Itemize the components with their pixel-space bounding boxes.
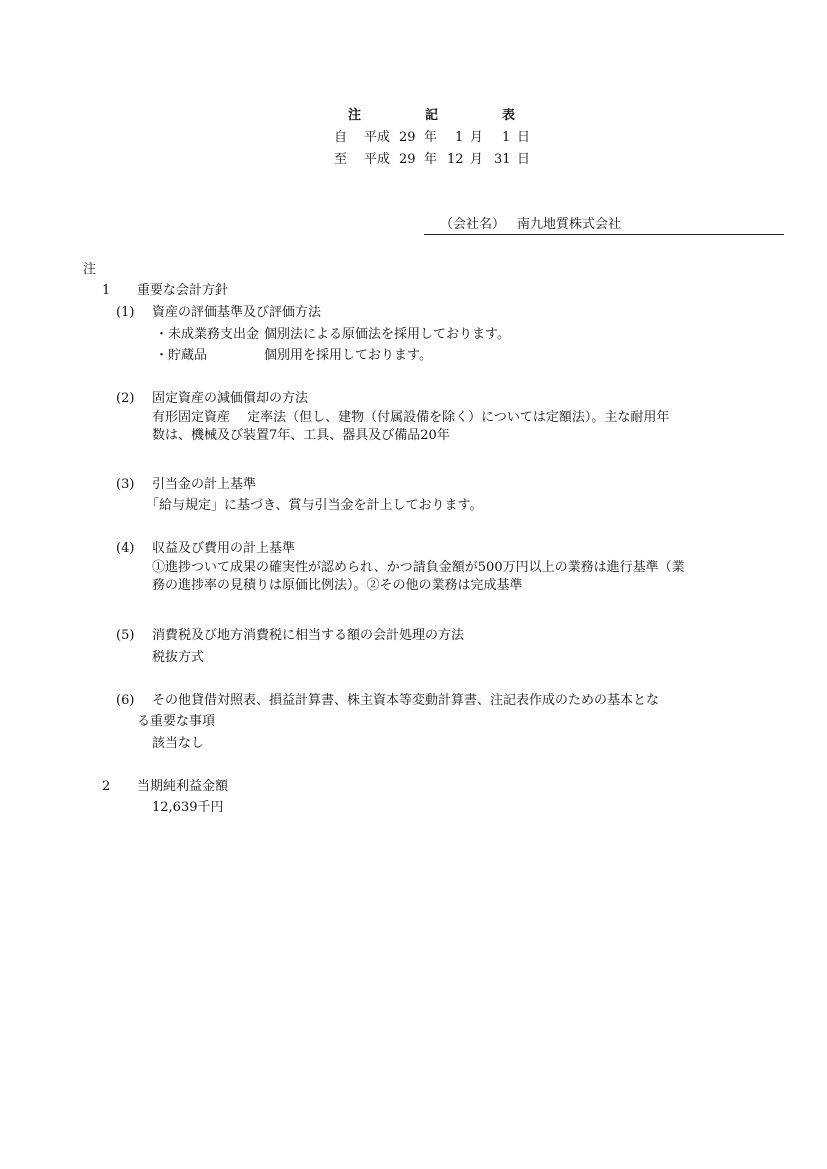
item-2-line-1: 有形固定資産 定率法（但し、建物（付属設備を除く）については定額法）。主な耐用年 — [152, 410, 670, 425]
item-5-line-1: 税抜方式 — [152, 650, 205, 665]
period-from-prefix: 自 — [334, 130, 348, 145]
item-1-title: 資産の評価基準及び評価方法 — [152, 305, 322, 320]
period-to-month: 12 — [447, 152, 464, 167]
item-5-title: 消費税及び地方消費税に相当する額の会計処理の方法 — [152, 628, 465, 643]
title-char-1: 注 — [348, 108, 362, 123]
net-income-value: 12,639千円 — [152, 800, 224, 815]
period-from-month: 1 — [455, 130, 464, 145]
item-1-text-2: 個別用を採用しております。 — [264, 348, 432, 363]
company-underline — [424, 234, 784, 235]
period-to-day: 31 — [494, 152, 511, 167]
item-4-line-2: 務の進捗率の見積りは原価比例法）。②その他の業務は完成基準 — [152, 578, 523, 593]
company-name: 南九地質株式会社 — [517, 217, 622, 232]
company-label: （会社名） — [440, 217, 506, 232]
item-1-text-1: 個別法による原価法を採用しております。 — [264, 327, 510, 342]
item-3-number: (3) — [116, 477, 135, 492]
item-1-number: (1) — [116, 305, 135, 320]
item-6-number: (6) — [116, 693, 135, 708]
section-2-number: 2 — [102, 779, 111, 794]
period-from-day: 1 — [502, 130, 511, 145]
item-4-title: 収益及び費用の計上基準 — [152, 541, 296, 556]
period-from-year: 29 — [399, 130, 416, 145]
section-1-number: 1 — [102, 283, 111, 298]
period-to-era: 平成 — [364, 152, 391, 167]
period-from-era: 平成 — [364, 130, 391, 145]
title-char-2: 記 — [425, 108, 439, 123]
item-2-number: (2) — [116, 391, 135, 406]
period-to-day-unit: 日 — [517, 152, 531, 167]
note-label: 注 — [83, 262, 97, 277]
item-1-label-2: ・貯蔵品 — [155, 348, 208, 363]
item-6-title-line-1: その他貸借対照表、損益計算書、株主資本等変動計算書、注記表作成のための基本とな — [152, 693, 660, 708]
period-to-prefix: 至 — [334, 152, 348, 167]
item-2-line-2: 数は、機械及び装置7年、工具、器具及び備品20年 — [152, 428, 450, 443]
item-3-line-1: 「給与規定」に基づき、賞与引当金を計上しております。 — [146, 498, 483, 513]
item-4-line-1: ①進捗ついて成果の確実性が認められ、かつ請負金額が500万円以上の業務は進行基準（業 — [152, 560, 685, 575]
period-to-month-unit: 月 — [470, 152, 484, 167]
item-6-line-1: 該当なし — [152, 736, 205, 751]
item-5-number: (5) — [116, 628, 135, 643]
item-3-title: 引当金の計上基準 — [152, 477, 257, 492]
period-to-year: 29 — [399, 152, 416, 167]
item-2-title: 固定資産の減価償却の方法 — [152, 391, 309, 406]
item-6-title-line-2: る重要な事項 — [137, 714, 216, 729]
item-4-number: (4) — [116, 541, 135, 556]
period-from-day-unit: 日 — [517, 130, 531, 145]
period-from-year-unit: 年 — [424, 130, 438, 145]
section-2-title: 当期純利益金額 — [137, 779, 229, 794]
section-1-title: 重要な会計方針 — [137, 283, 229, 298]
item-1-label-1: ・未成業務支出金 — [155, 327, 260, 342]
period-to-year-unit: 年 — [424, 152, 438, 167]
title-char-3: 表 — [502, 108, 516, 123]
period-from-month-unit: 月 — [470, 130, 484, 145]
